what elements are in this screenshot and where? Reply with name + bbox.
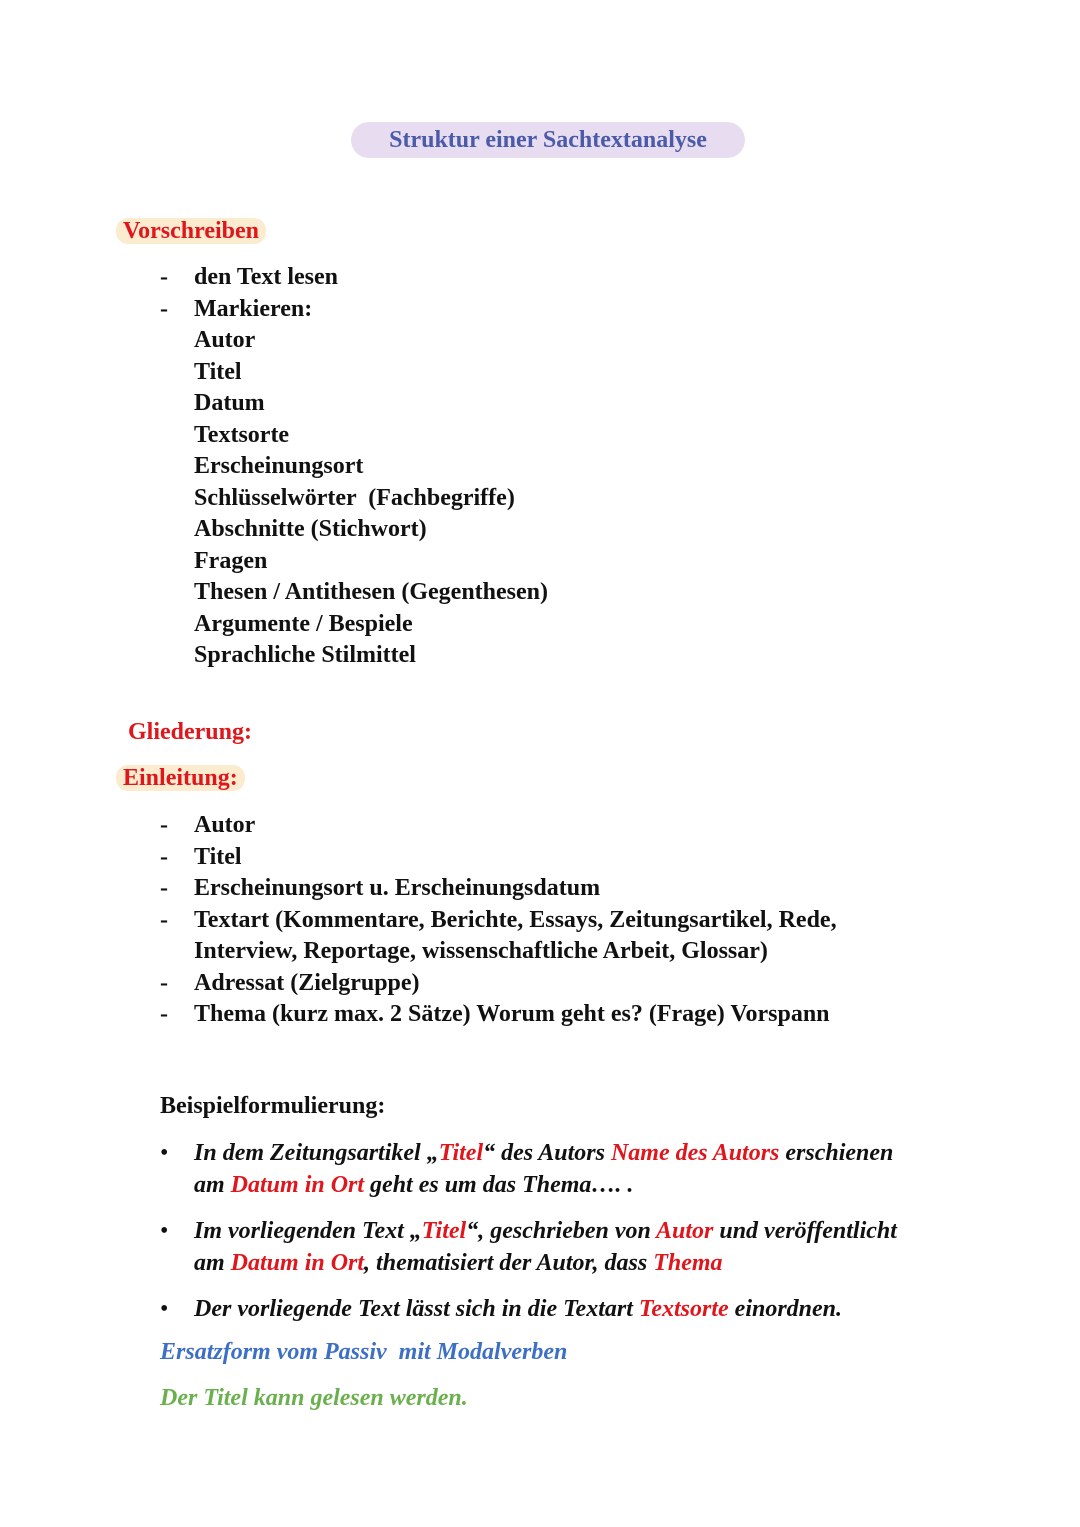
list-item: Textsorte (194, 421, 290, 448)
list-item: Fragen (194, 547, 268, 574)
list-item: - Textart (Kommentare, Berichte, Essays, Zeitungsartikel, Rede, (160, 906, 837, 933)
list-item: Erscheinungsort (194, 453, 364, 479)
passiv-note: Ersatzform vom Passiv mit Modalverben (160, 1339, 568, 1365)
list-item: Argumente / Bespiele (194, 610, 413, 637)
vorschreiben-label: Vorschreiben (116, 218, 266, 244)
list-item: - Adressat (Zielgruppe) (160, 969, 420, 996)
list-item: Titel (194, 358, 242, 385)
list-item: - Thema (kurz max. 2 Sätze) Worum geht es? (Frage) Vorspann (160, 1001, 830, 1027)
einleitung-list (160, 810, 837, 1031)
beispiel-list (160, 1137, 897, 1339)
list-item: - Autor (160, 812, 256, 838)
example-sentence: Der Titel kann gelesen werden. (160, 1385, 468, 1411)
example-2: • Im vorliegenden Text „Titel“, geschrieben von Autor und veröffentlicht am Datum in Ort, thematisiert der Autor, dass Thema (160, 1218, 897, 1276)
einleitung-heading (116, 765, 245, 792)
gliederung-heading: Gliederung: (128, 719, 252, 745)
list-item: - Markieren: (160, 295, 313, 322)
list-item: Sprachliche Stilmittel (194, 642, 416, 668)
vorschreiben-list (160, 262, 548, 672)
list-item: Datum (194, 390, 265, 416)
list-item: - den Text lesen (160, 264, 339, 290)
example-1: • In dem Zeitungsartikel „Titel“ des Autors Name des Autors erschienen am Datum in Ort geht es um das Thema…. . (160, 1140, 894, 1198)
list-item-continuation: Interview, Reportage, wissenschaftliche Arbeit, Glossar) (194, 938, 768, 964)
list-item: Abschnitte (Stichwort) (194, 516, 427, 542)
list-item: Schlüsselwörter (Fachbegriffe) (194, 484, 515, 511)
list-item: - Erscheinungsort u. Erscheinungsdatum (160, 875, 601, 901)
example-3: • Der vorliegende Text lässt sich in die Textart Textsorte einordnen. (160, 1296, 843, 1322)
list-item: Autor (194, 327, 256, 353)
list-item: - Titel (160, 843, 242, 870)
einleitung-label: Einleitung: (116, 765, 245, 791)
title-pill (351, 122, 745, 158)
list-item: Thesen / Antithesen (Gegenthesen) (194, 579, 548, 605)
markieren-sublist (160, 325, 548, 672)
page-title: Struktur einer Sachtextanalyse (389, 126, 707, 153)
beispiel-heading: Beispielformulierung: (160, 1093, 386, 1119)
vorschreiben-heading (116, 218, 266, 245)
